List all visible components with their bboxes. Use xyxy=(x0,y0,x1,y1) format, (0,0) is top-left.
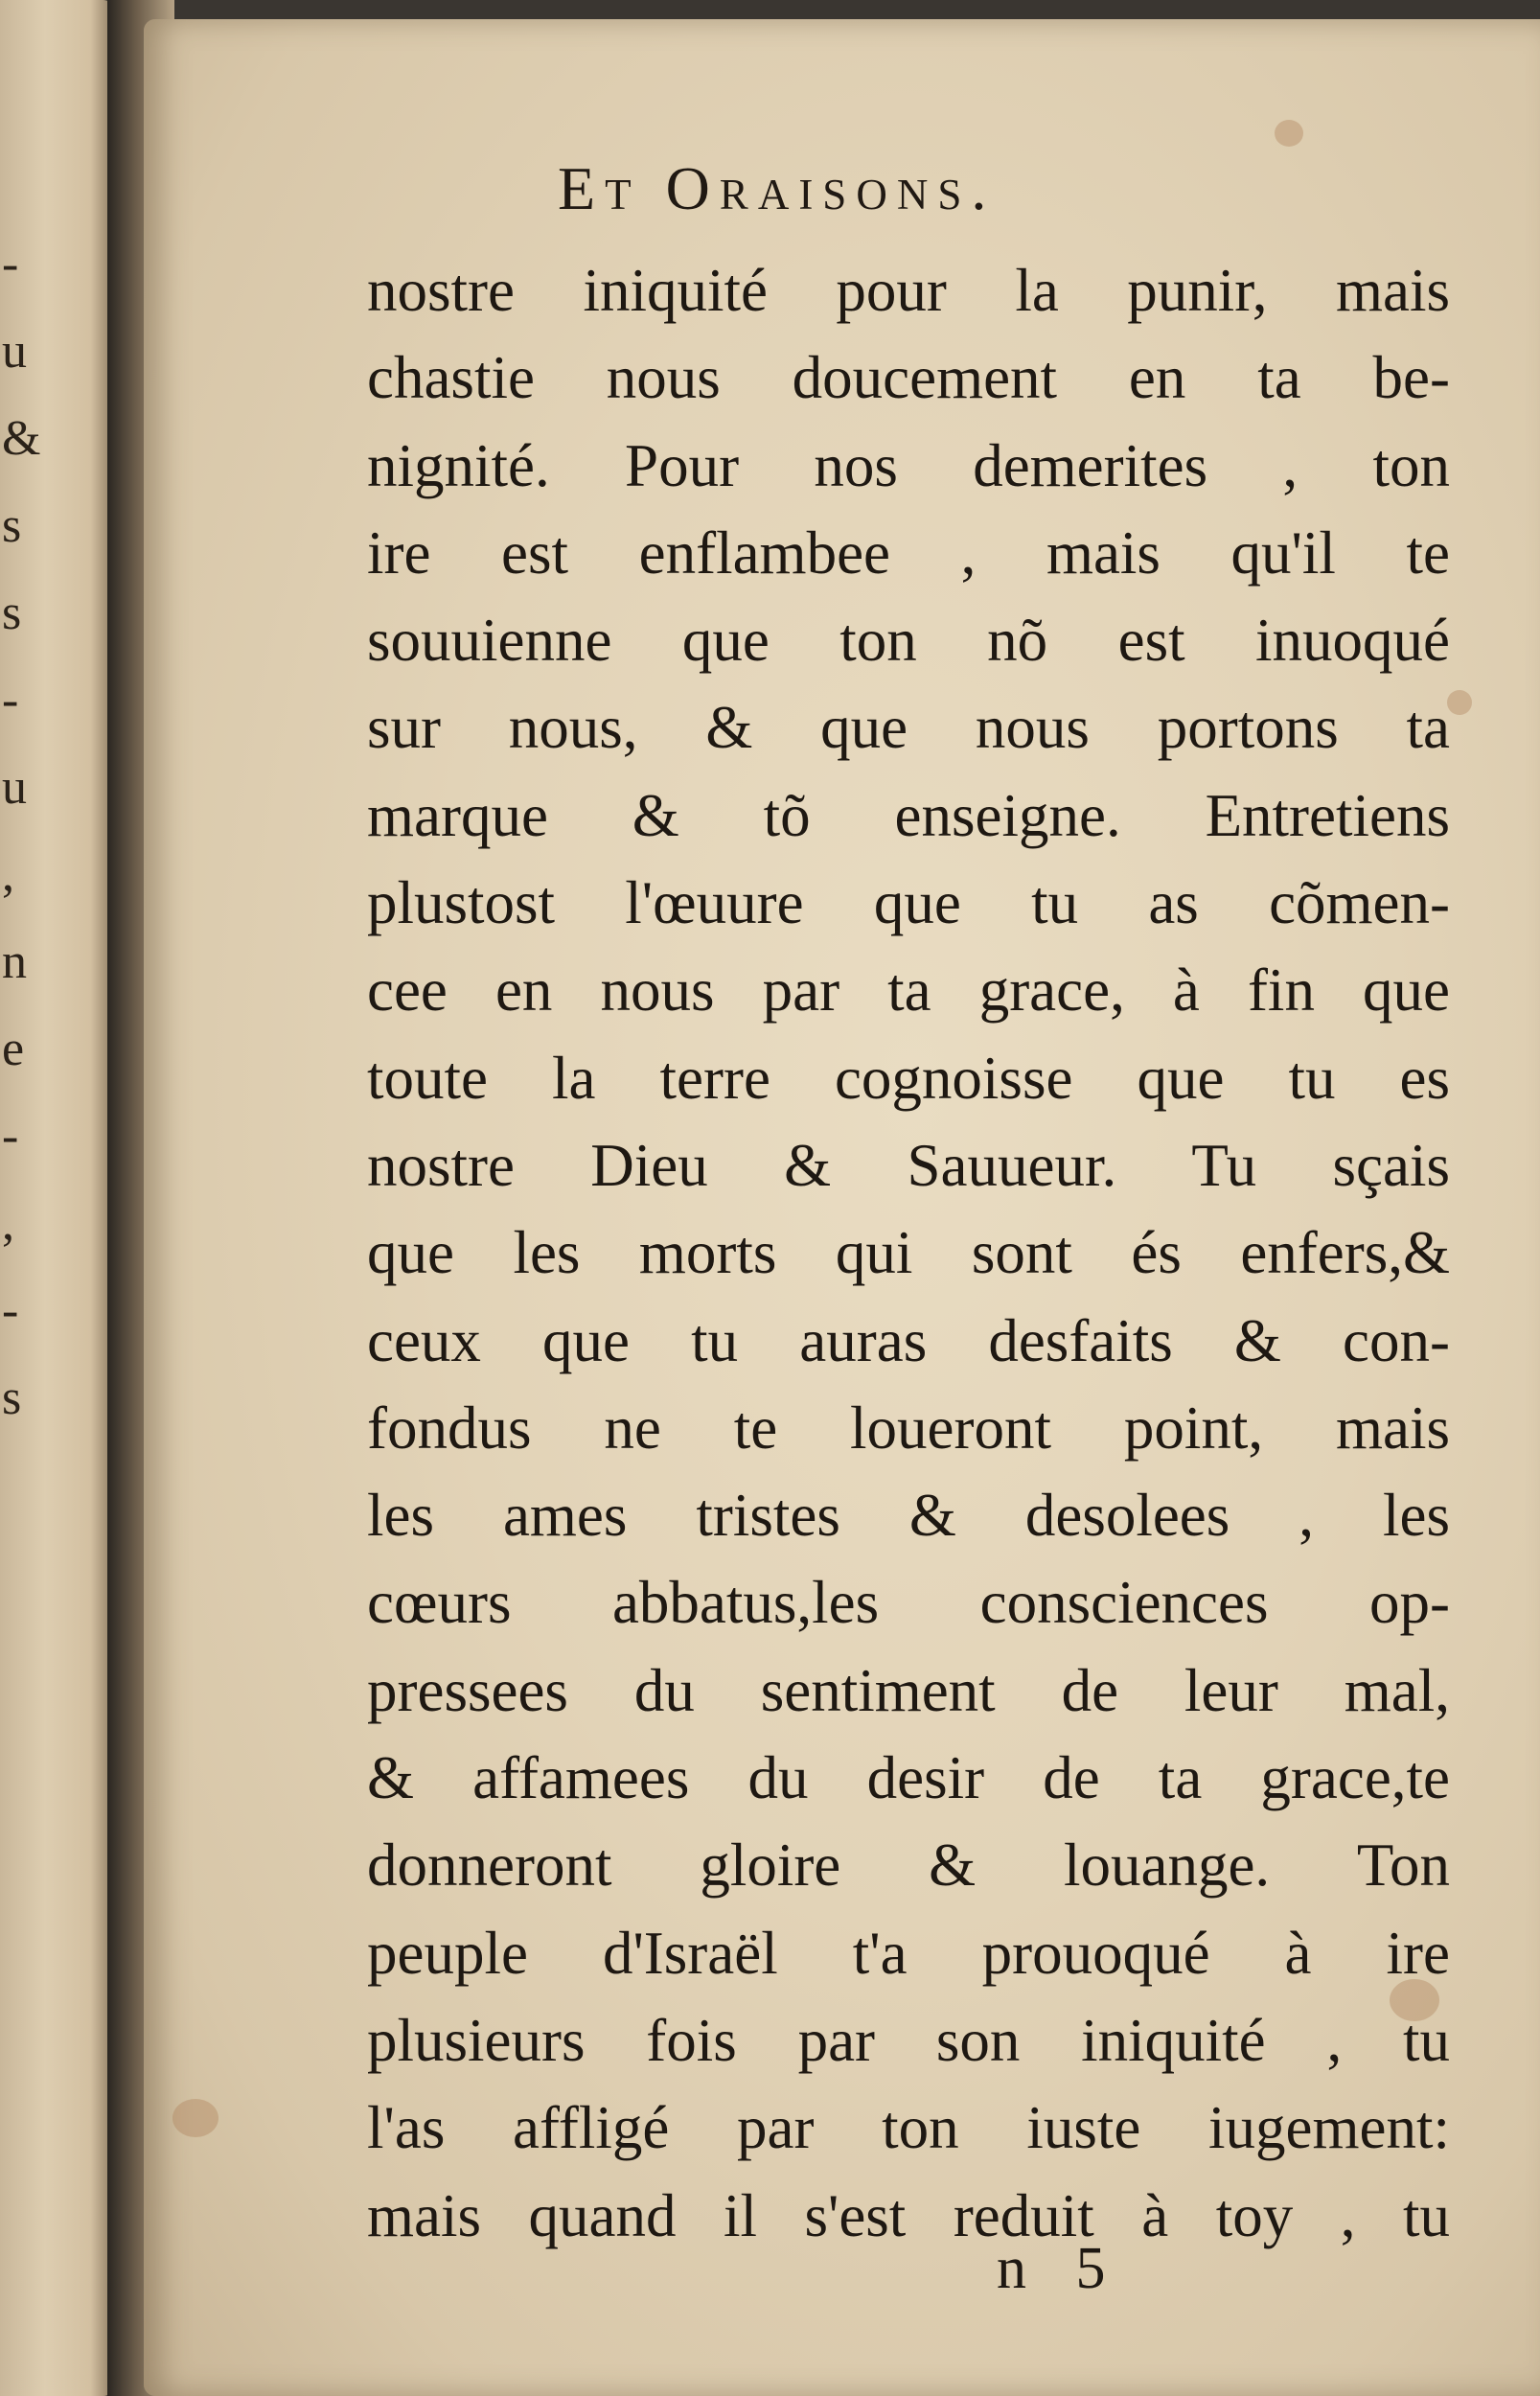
left-page xyxy=(0,0,113,2396)
left-page-fragment: - xyxy=(2,237,19,291)
text-line: toute la terre cognoisse que tu es xyxy=(367,1044,1450,1112)
left-page-fragment: u xyxy=(2,324,27,379)
text-line: peuple d'Israël t'a prouoqué à ire xyxy=(367,1919,1450,1987)
text-line: donneront gloire & louange. Ton xyxy=(367,1832,1450,1900)
text-line: souuienne que ton nõ est inuoqué xyxy=(367,607,1450,675)
left-page-fragment: n xyxy=(2,934,27,989)
left-page-fragment: u xyxy=(2,760,27,815)
left-page-fragment: - xyxy=(2,673,19,727)
left-page-fragment: s xyxy=(2,586,22,640)
text-line: cœurs abbatus,les consciences op- xyxy=(367,1569,1450,1637)
text-line: chastie nous doucement en ta be- xyxy=(367,344,1450,412)
foxing-stain xyxy=(1275,120,1303,147)
text-line: marque & tõ enseigne. Entretiens xyxy=(367,781,1450,849)
left-page-fragment: s xyxy=(2,1371,22,1425)
text-line: nignité. Pour nos demerites , ton xyxy=(367,431,1450,499)
left-page-fragment: - xyxy=(2,1109,19,1163)
text-line: ire est enflambee , mais qu'il te xyxy=(367,518,1450,587)
left-page-text-fragments xyxy=(0,220,57,1441)
running-head: Et Oraisons. xyxy=(558,154,997,222)
foxing-stain xyxy=(172,2099,218,2137)
signature-mark: n 5 xyxy=(997,2236,1123,2301)
left-page-fragment: & xyxy=(2,411,41,466)
page-body-text xyxy=(367,247,1450,2260)
text-line: que les morts qui sont és enfers,& xyxy=(367,1219,1450,1287)
text-line: fondus ne te loueront point, mais xyxy=(367,1394,1450,1462)
left-page-fragment: s xyxy=(2,498,22,553)
left-page-fragment: , xyxy=(2,847,14,902)
text-line: l'as affligé par ton iuste iugement: xyxy=(367,2094,1450,2162)
text-line: pressees du sentiment de leur mal, xyxy=(367,1656,1450,1724)
text-line: plusieurs fois par son iniquité , tu xyxy=(367,2006,1450,2074)
text-line: cee en nous par ta grace, à fin que xyxy=(367,956,1450,1025)
text-line: mais quand il s'est reduit à toy , tu xyxy=(367,2181,1450,2249)
left-page-fragment: e xyxy=(2,1022,25,1076)
right-page xyxy=(144,19,1540,2396)
text-line: ceux que tu auras desfaits & con- xyxy=(367,1306,1450,1374)
foxing-stain xyxy=(1447,690,1472,715)
text-line: les ames tristes & desolees , les xyxy=(367,1482,1450,1550)
text-line: nostre Dieu & Sauueur. Tu sçais xyxy=(367,1131,1450,1199)
left-page-fragment: , xyxy=(2,1196,14,1251)
text-line: & affamees du desir de ta grace,te xyxy=(367,1744,1450,1812)
left-page-fragment: - xyxy=(2,1283,19,1338)
text-line: sur nous, & que nous portons ta xyxy=(367,694,1450,762)
text-line: plustost l'œuure que tu as cõmen- xyxy=(367,869,1450,937)
text-line: nostre iniquité pour la punir, mais xyxy=(367,257,1450,324)
